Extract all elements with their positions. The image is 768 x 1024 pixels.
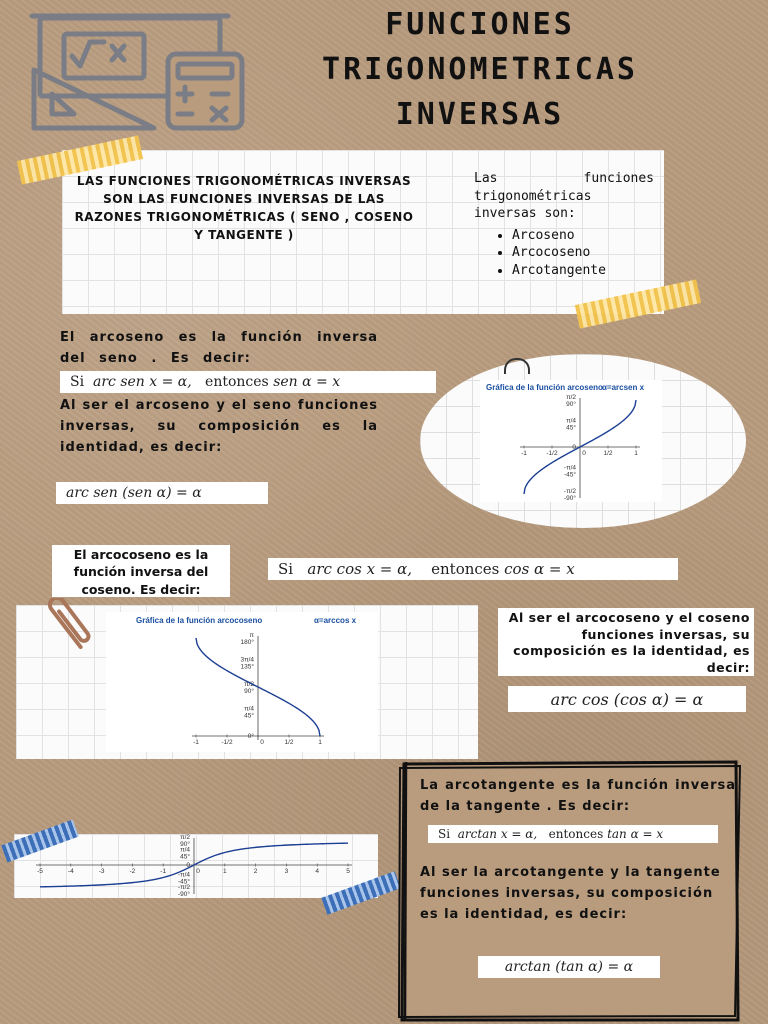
formula-entonces: entonces bbox=[205, 374, 269, 390]
arcoseno-intro: El arcoseno es la función inversa del seno . Es decir: bbox=[60, 330, 378, 366]
chart-subtitle: α=arccos x bbox=[314, 616, 357, 625]
formula-entonces: entonces bbox=[548, 827, 604, 841]
x-tick-label: -3 bbox=[98, 868, 105, 875]
list-item: • Arcocoseno bbox=[512, 244, 654, 262]
intro-definition: LAS FUNCIONES TRIGONOMÉTRICAS INVERSAS SON LAS FUNCIONES INVERSAS DE LAS RAZONES TRIGONOMÉTRICAS ( SENO , COSENO Y TANGENTE ) bbox=[74, 174, 414, 242]
x-tick-label: 3 bbox=[284, 868, 289, 875]
x-tick-label: 2 bbox=[253, 868, 258, 875]
y-tick-label: π/2 bbox=[566, 394, 576, 401]
y-tick-label-deg: 90° bbox=[244, 688, 254, 695]
y-tick-label: π/4 bbox=[244, 705, 254, 713]
x-tick-label: 1 bbox=[222, 868, 227, 875]
y-tick-label: π bbox=[249, 632, 254, 639]
list-item: • Arcotangente bbox=[512, 262, 654, 280]
chart-title: Gráfica de la función arcoseno bbox=[486, 383, 603, 392]
list-item: • Arcoseno bbox=[512, 227, 654, 245]
x-tick-label: 0 bbox=[196, 868, 200, 875]
y-tick-label-deg: 90° bbox=[566, 401, 576, 408]
y-tick-label: π/4 bbox=[180, 846, 190, 854]
y-tick-label-deg: -45° bbox=[178, 878, 190, 886]
y-tick-label: π/4 bbox=[566, 417, 576, 425]
y-tick-label: 0° bbox=[247, 733, 254, 740]
formula-entonces: entonces bbox=[431, 560, 500, 578]
x-tick-label: -5 bbox=[37, 868, 43, 875]
arcocoseno-formula bbox=[268, 558, 678, 580]
formula-result: sen α = x bbox=[273, 374, 341, 390]
arcoseno-chart bbox=[480, 380, 662, 502]
formula-main: arctan x = α, bbox=[457, 827, 538, 841]
arcoseno-identity: arc sen (sen α) = α bbox=[56, 482, 268, 504]
y-tick-label-deg: 90° bbox=[180, 841, 190, 848]
formula-main: arc cos x = α, bbox=[307, 560, 413, 578]
y-tick-label-deg: 180° bbox=[240, 639, 254, 646]
formula-si: Si bbox=[438, 827, 451, 841]
x-tick-label: 1/2 bbox=[284, 739, 294, 746]
title-line-1: FUNCIONES bbox=[385, 7, 575, 42]
x-tick-label: 0 bbox=[582, 450, 586, 457]
paperclip-icon bbox=[36, 598, 96, 660]
x-tick-label: 1 bbox=[634, 450, 638, 457]
x-tick-label: 1 bbox=[318, 739, 322, 746]
x-tick-label: -1/2 bbox=[221, 739, 233, 746]
chart-subtitle: α=arcsen x bbox=[602, 383, 645, 392]
formula-result: cos α = x bbox=[504, 560, 575, 578]
y-tick-label: -π/2 bbox=[177, 884, 190, 891]
y-tick-label: π/2 bbox=[180, 834, 190, 841]
arcoseno-composition: Al ser el arcoseno y el seno funciones inversas, su composición es la identidad, es decir: bbox=[60, 398, 378, 456]
y-tick-label-deg: 45° bbox=[244, 712, 254, 720]
arcotangente-formula bbox=[428, 825, 718, 843]
y-tick-label: 0 bbox=[186, 862, 190, 869]
chart-title: Gráfica de la función arcocoseno bbox=[136, 616, 263, 625]
arcotangente-identity: arctan (tan α) = α bbox=[478, 956, 660, 978]
arcocoseno-chart bbox=[106, 612, 378, 752]
y-tick-label-deg: 135° bbox=[240, 663, 254, 671]
title-line-3: INVERSAS bbox=[395, 97, 565, 132]
formula-si: Si bbox=[278, 560, 294, 578]
arcocoseno-intro: El arcocoseno es la función inversa del coseno. Es decir: bbox=[73, 547, 209, 597]
arcotangente-composition: Al ser la arcotangente y la tangente funciones inversas, su composición es la identidad, es decir: bbox=[420, 865, 721, 923]
x-tick-label: -1 bbox=[193, 739, 199, 746]
arcocoseno-composition: Al ser el arcocoseno y el coseno funciones inversas, su composición es la identidad, es decir: bbox=[508, 610, 750, 675]
arcotangente-intro: La arcotangente es la función inversa de la tangente . Es decir: bbox=[420, 778, 736, 814]
y-tick-label: 0 bbox=[572, 444, 576, 451]
formula-result: tan α = x bbox=[607, 827, 664, 841]
arcoseno-formula bbox=[60, 371, 436, 393]
y-tick-label-deg: -45° bbox=[564, 471, 576, 479]
x-tick-label: 0 bbox=[260, 739, 264, 746]
x-tick-label: -1 bbox=[521, 450, 527, 457]
x-tick-label: 1/2 bbox=[603, 450, 613, 457]
y-tick-label-deg: -90° bbox=[564, 495, 576, 502]
x-tick-label: 4 bbox=[315, 868, 320, 875]
x-tick-label: -1 bbox=[160, 868, 167, 875]
y-tick-label: -π/4 bbox=[177, 871, 190, 879]
title-line-2: TRIGONOMETRICAS bbox=[322, 52, 638, 87]
intro-list-heading: Las funciones trigonométricas inversas son: bbox=[474, 171, 654, 222]
x-tick-label: -4 bbox=[67, 868, 74, 875]
y-tick-label-deg: 45° bbox=[566, 424, 576, 432]
arcocoseno-identity: arc cos (cos α) = α bbox=[508, 686, 746, 712]
y-tick-label: π/2 bbox=[244, 681, 254, 688]
formula-main: arc sen x = α, bbox=[92, 374, 192, 390]
formula-si: Si bbox=[70, 374, 85, 390]
y-tick-label-deg: 45° bbox=[180, 853, 190, 861]
y-tick-label: -π/4 bbox=[563, 464, 576, 472]
y-tick-label: -π/2 bbox=[563, 488, 576, 495]
math-logo-icon bbox=[28, 10, 246, 132]
arcotangente-chart bbox=[30, 834, 360, 898]
x-tick-label: -1/2 bbox=[546, 450, 558, 457]
y-tick-label: 3π/4 bbox=[240, 656, 254, 664]
y-tick-label-deg: -90° bbox=[178, 891, 190, 898]
paperclip-hook-icon bbox=[504, 358, 530, 374]
x-tick-label: 5 bbox=[346, 868, 350, 875]
intro-list bbox=[474, 227, 654, 280]
x-tick-label: -2 bbox=[129, 868, 136, 875]
